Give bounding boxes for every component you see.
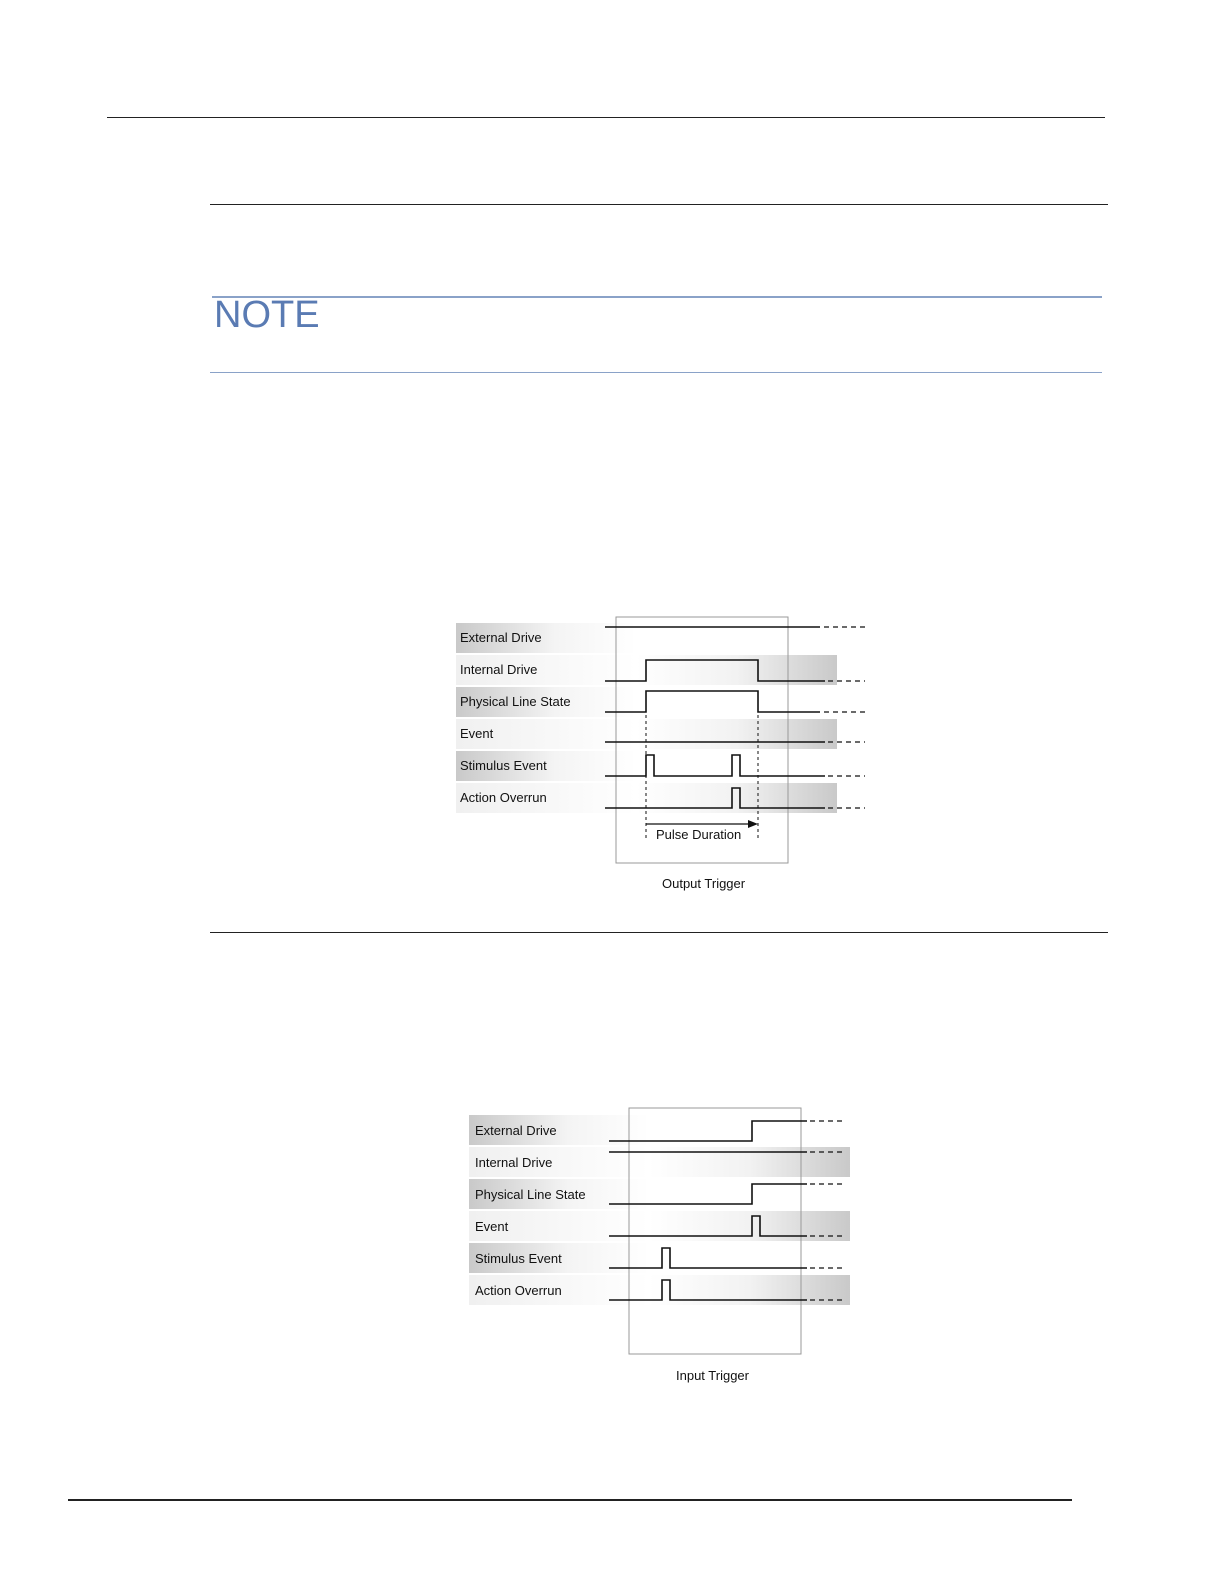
signal-label-internal-drive: Internal Drive (475, 1155, 553, 1170)
section-rule-top (210, 204, 1108, 205)
signal-label-internal-drive: Internal Drive (460, 662, 538, 677)
pulse-duration-arrowhead (748, 820, 758, 828)
signal-label-stimulus-event: Stimulus Event (460, 758, 547, 773)
header-rule (107, 117, 1105, 118)
footer-rule (68, 1499, 1072, 1501)
note-bottom-rule (210, 372, 1102, 373)
figure-caption: Output Trigger (662, 876, 746, 891)
signal-label-external-drive: External Drive (475, 1123, 557, 1138)
note-top-rule (212, 296, 1102, 298)
signal-label-physical-line-state: Physical Line State (460, 694, 571, 709)
signal-label-external-drive: External Drive (460, 630, 542, 645)
signal-label-physical-line-state: Physical Line State (475, 1187, 586, 1202)
section-rule-middle (210, 932, 1108, 933)
note-title: NOTE (214, 294, 320, 336)
signal-label-event: Event (475, 1219, 509, 1234)
figure-caption: Input Trigger (676, 1368, 749, 1383)
output-trigger-diagram (440, 610, 880, 900)
signal-label-action-overrun: Action Overrun (460, 790, 547, 805)
pulse-duration-label: Pulse Duration (656, 827, 742, 842)
band-row-4-right (636, 719, 837, 749)
input-trigger-diagram (455, 1100, 875, 1390)
signal-label-event: Event (460, 726, 494, 741)
signal-label-action-overrun: Action Overrun (475, 1283, 562, 1298)
waveform-stimulus-event (605, 755, 825, 776)
signal-label-stimulus-event: Stimulus Event (475, 1251, 562, 1266)
